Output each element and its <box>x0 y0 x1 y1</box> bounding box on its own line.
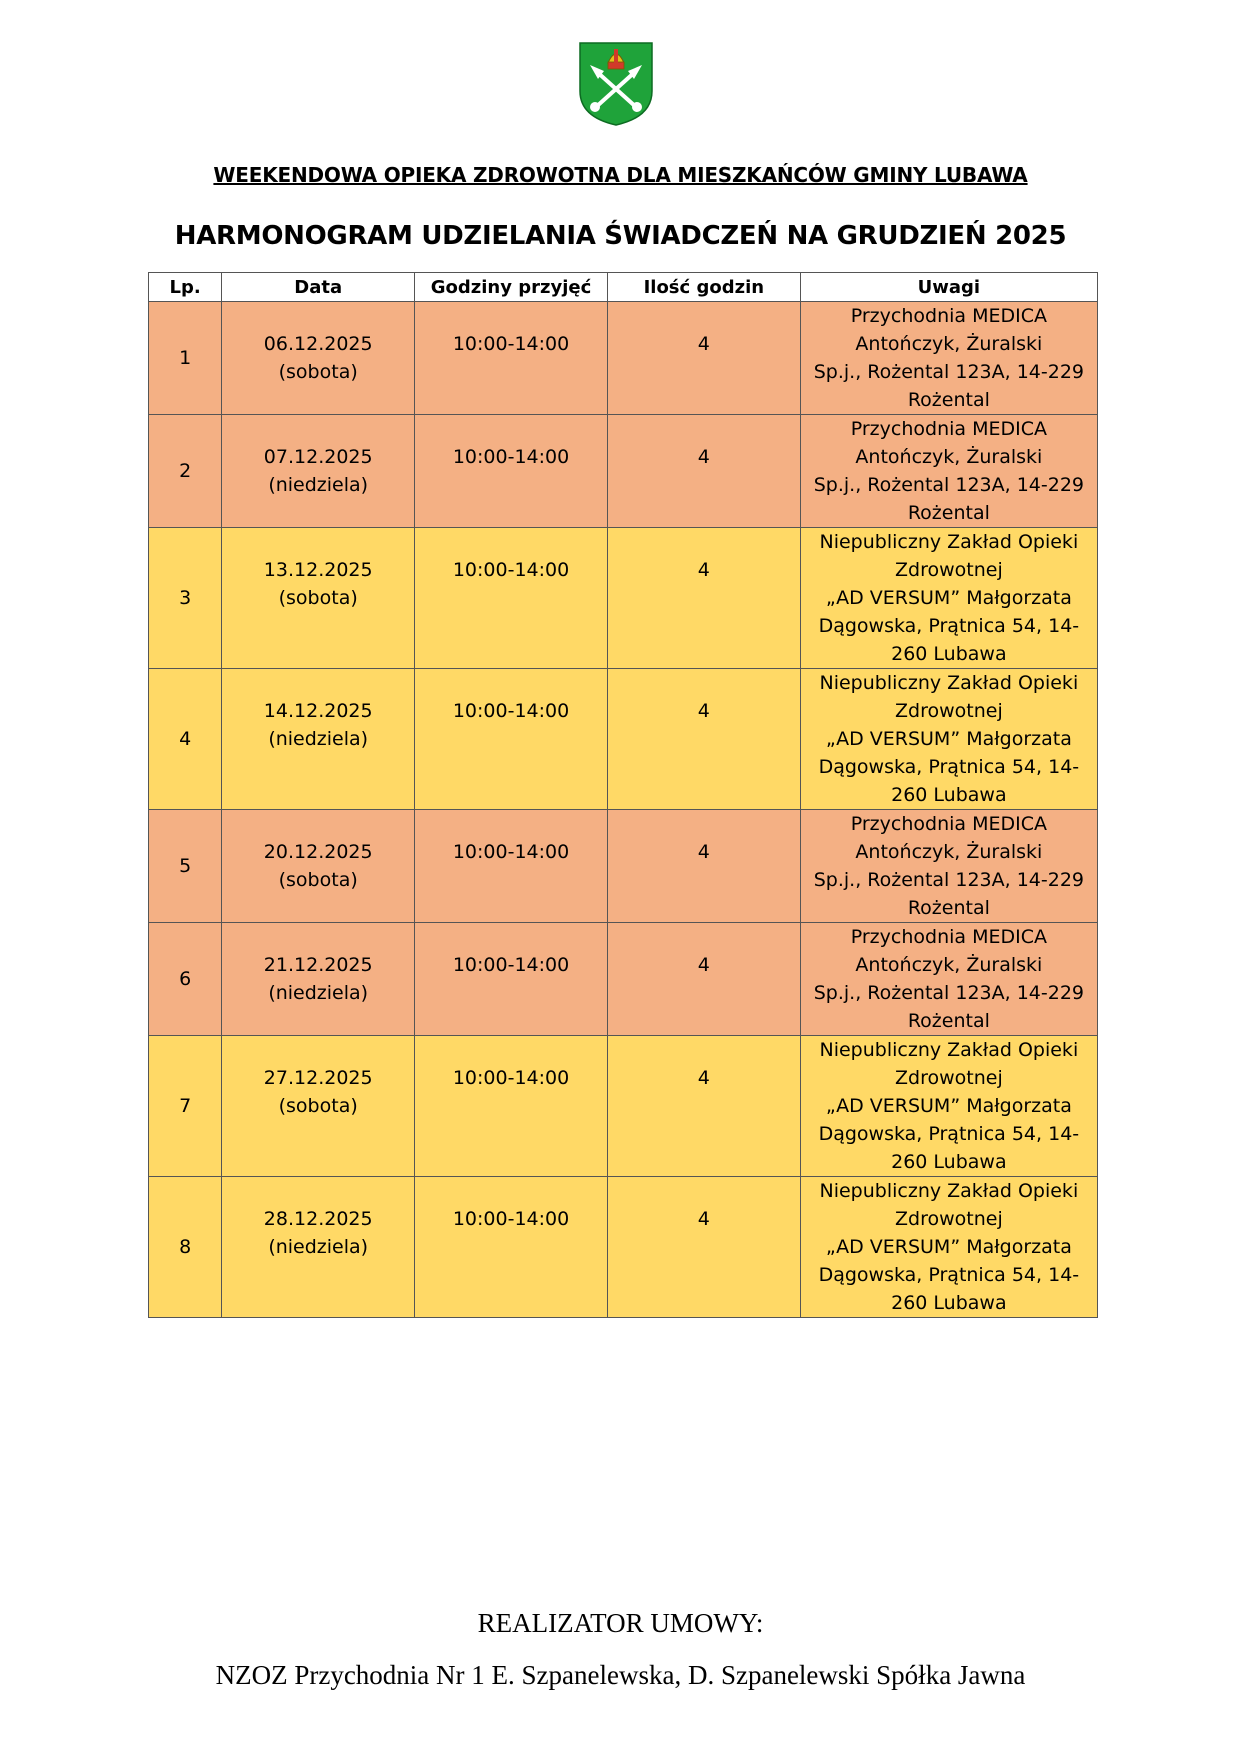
cell-notes <box>800 302 1097 415</box>
notes-line: Zdrowotnej <box>895 1067 1003 1089</box>
column-header-notes: Uwagi <box>800 273 1097 302</box>
date-value: 28.12.2025 <box>263 1208 373 1230</box>
table-row <box>149 923 1098 1036</box>
cell-notes <box>800 415 1097 528</box>
column-header-hours: Godziny przyjęć <box>415 273 608 302</box>
notes-line: Antończyk, Żuralski <box>855 954 1043 976</box>
table-row <box>149 528 1098 669</box>
cell-lp: 7 <box>149 1036 222 1177</box>
notes-line: 260 Lubawa <box>891 784 1007 806</box>
date-value: 27.12.2025 <box>263 1067 373 1089</box>
cell-date <box>222 1177 415 1318</box>
cell-notes <box>800 1036 1097 1177</box>
day-of-week: (niedziela) <box>268 1236 369 1258</box>
notes-line: Zdrowotnej <box>895 700 1003 722</box>
cell-hours: 10:00-14:00 <box>415 302 608 415</box>
table-row <box>149 669 1098 810</box>
notes-line: Antończyk, Żuralski <box>855 333 1043 355</box>
notes-line: Antończyk, Żuralski <box>855 841 1043 863</box>
notes-line: Dągowska, Prątnica 54, 14- <box>818 1264 1080 1286</box>
notes-line: Rożental <box>907 502 990 524</box>
notes-line: Niepubliczny Zakład Opieki <box>819 1180 1079 1202</box>
column-header-lp: Lp. <box>149 273 222 302</box>
cell-date <box>222 302 415 415</box>
notes-line: Sp.j., Rożental 123A, 14-229 <box>813 474 1085 496</box>
coat-of-arms-icon <box>578 41 654 127</box>
notes-line: 260 Lubawa <box>891 1292 1007 1314</box>
date-value: 20.12.2025 <box>263 841 373 863</box>
day-of-week: (sobota) <box>278 361 358 383</box>
date-value: 13.12.2025 <box>263 559 373 581</box>
cell-date <box>222 1036 415 1177</box>
footer-contractor: NZOZ Przychodnia Nr 1 E. Szpanelewska, D. Szpanelewski Spółka Jawna <box>215 1660 1026 1690</box>
notes-line: 260 Lubawa <box>891 643 1007 665</box>
column-header-date: Data <box>222 273 415 302</box>
notes-line: Przychodnia MEDICA <box>850 813 1047 835</box>
day-of-week: (niedziela) <box>268 982 369 1004</box>
day-of-week: (sobota) <box>278 587 358 609</box>
notes-line: Dągowska, Prątnica 54, 14- <box>818 615 1080 637</box>
table-row <box>149 415 1098 528</box>
cell-date <box>222 415 415 528</box>
cell-hours: 10:00-14:00 <box>415 810 608 923</box>
notes-line: Rożental <box>907 897 990 919</box>
notes-line: „AD VERSUM” Małgorzata <box>825 1236 1072 1258</box>
cell-lp: 3 <box>149 528 222 669</box>
table-header-row <box>149 273 1098 302</box>
notes-line: Sp.j., Rożental 123A, 14-229 <box>813 982 1085 1004</box>
cell-notes <box>800 810 1097 923</box>
column-header-count: Ilość godzin <box>607 273 800 302</box>
notes-line: Niepubliczny Zakład Opieki <box>819 531 1079 553</box>
notes-line: Zdrowotnej <box>895 1208 1003 1230</box>
date-value: 21.12.2025 <box>263 954 373 976</box>
cell-lp: 1 <box>149 302 222 415</box>
cell-count: 4 <box>607 1036 800 1177</box>
day-of-week: (niedziela) <box>268 474 369 496</box>
notes-line: Rożental <box>907 1010 990 1032</box>
date-value: 06.12.2025 <box>263 333 373 355</box>
table-row <box>149 1177 1098 1318</box>
notes-line: Niepubliczny Zakład Opieki <box>819 672 1079 694</box>
cell-date <box>222 528 415 669</box>
notes-line: Dągowska, Prątnica 54, 14- <box>818 756 1080 778</box>
cell-hours: 10:00-14:00 <box>415 528 608 669</box>
cell-lp: 5 <box>149 810 222 923</box>
notes-line: Antończyk, Żuralski <box>855 446 1043 468</box>
cell-date <box>222 923 415 1036</box>
cell-notes <box>800 923 1097 1036</box>
notes-line: 260 Lubawa <box>891 1151 1007 1173</box>
table-row <box>149 1036 1098 1177</box>
day-of-week: (sobota) <box>278 1095 358 1117</box>
day-of-week: (niedziela) <box>268 728 369 750</box>
table-row <box>149 810 1098 923</box>
notes-line: „AD VERSUM” Małgorzata <box>825 587 1072 609</box>
notes-line: Sp.j., Rożental 123A, 14-229 <box>813 361 1085 383</box>
cell-count: 4 <box>607 302 800 415</box>
schedule-table <box>148 272 1098 1318</box>
cell-count: 4 <box>607 1177 800 1318</box>
cell-notes <box>800 528 1097 669</box>
notes-line: Niepubliczny Zakład Opieki <box>819 1039 1079 1061</box>
cell-hours: 10:00-14:00 <box>415 923 608 1036</box>
day-of-week: (sobota) <box>278 869 358 891</box>
cell-count: 4 <box>607 669 800 810</box>
notes-line: Przychodnia MEDICA <box>850 305 1047 327</box>
notes-line: „AD VERSUM” Małgorzata <box>825 1095 1072 1117</box>
notes-line: „AD VERSUM” Małgorzata <box>825 728 1072 750</box>
notes-line: Sp.j., Rożental 123A, 14-229 <box>813 869 1085 891</box>
notes-line: Przychodnia MEDICA <box>850 418 1047 440</box>
date-value: 07.12.2025 <box>263 446 373 468</box>
notes-line: Rożental <box>907 389 990 411</box>
cell-lp: 2 <box>149 415 222 528</box>
cell-notes <box>800 669 1097 810</box>
page-title: HARMONOGRAM UDZIELANIA ŚWIADCZEŃ NA GRUDZIEŃ 2025 <box>174 221 1067 251</box>
date-value: 14.12.2025 <box>263 700 373 722</box>
cell-lp: 8 <box>149 1177 222 1318</box>
notes-line: Zdrowotnej <box>895 559 1003 581</box>
cell-hours: 10:00-14:00 <box>415 415 608 528</box>
footer-label: REALIZATOR UMOWY: <box>477 1608 764 1638</box>
cell-count: 4 <box>607 810 800 923</box>
cell-hours: 10:00-14:00 <box>415 1177 608 1318</box>
notes-line: Dągowska, Prątnica 54, 14- <box>818 1123 1080 1145</box>
cell-count: 4 <box>607 415 800 528</box>
page-subtitle: WEEKENDOWA OPIEKA ZDROWOTNA DLA MIESZKAŃCÓW GMINY LUBAWA <box>213 163 1028 187</box>
cell-date <box>222 669 415 810</box>
cell-lp: 6 <box>149 923 222 1036</box>
cell-hours: 10:00-14:00 <box>415 1036 608 1177</box>
cell-count: 4 <box>607 923 800 1036</box>
cell-lp: 4 <box>149 669 222 810</box>
notes-line: Przychodnia MEDICA <box>850 926 1047 948</box>
cell-date <box>222 810 415 923</box>
cell-notes <box>800 1177 1097 1318</box>
table-row <box>149 302 1098 415</box>
cell-hours: 10:00-14:00 <box>415 669 608 810</box>
cell-count: 4 <box>607 528 800 669</box>
